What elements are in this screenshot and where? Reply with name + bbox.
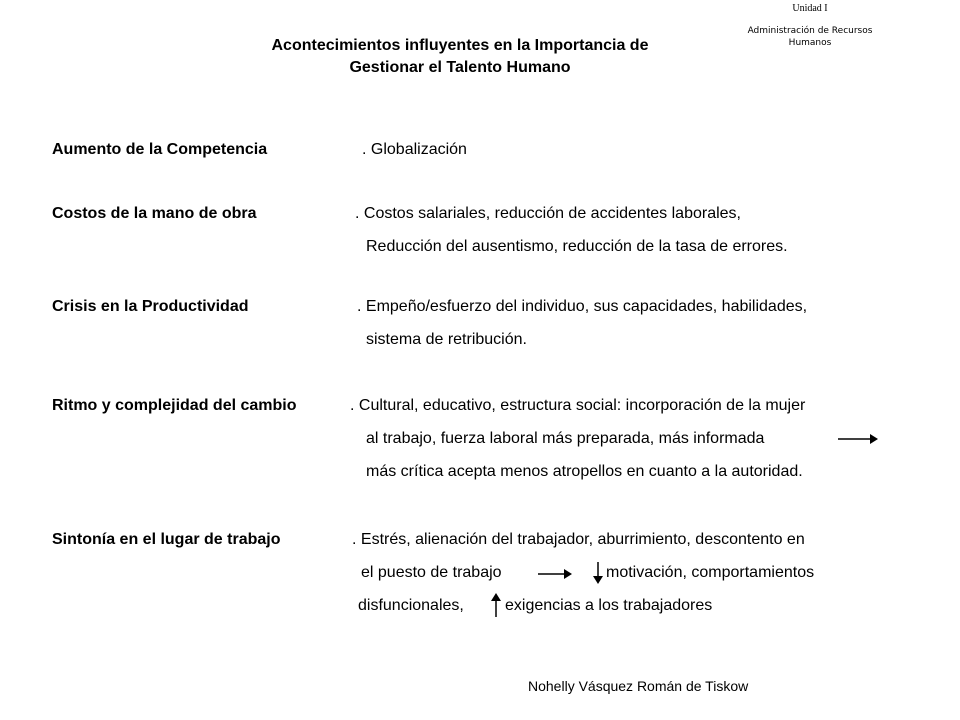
arrow-up-icon: [490, 593, 502, 617]
section-text: el puesto de trabajo: [361, 564, 502, 581]
section-text: . Globalización: [362, 141, 467, 158]
section-label-productividad: Crisis en la Productividad: [52, 298, 249, 315]
section-label-competencia: Aumento de la Competencia: [52, 141, 268, 158]
page-title: [200, 35, 720, 79]
title-line-2: Gestionar el Talento Humano: [349, 59, 571, 76]
course-name: Administración de Recursos Humanos: [747, 26, 873, 48]
section-text: al trabajo, fuerza laboral más preparada, más informada: [366, 430, 765, 447]
section-label-sintonia: Sintonía en el lugar de trabajo: [52, 531, 281, 548]
section-text: . Cultural, educativo, estructura social: incorporación de la mujer: [350, 397, 806, 414]
section-text: motivación, comportamientos: [606, 564, 815, 581]
section-text: disfuncionales,: [358, 597, 464, 614]
section-text: más crítica acepta menos atropellos en cuanto a la autoridad.: [366, 463, 803, 480]
section-label-costos: Costos de la mano de obra: [52, 205, 257, 222]
arrow-right-icon: [838, 433, 878, 445]
title-line-1: Acontecimientos influyentes en la Importancia de: [271, 37, 649, 54]
section-label-ritmo: Ritmo y complejidad del cambio: [52, 397, 297, 414]
section-text: . Empeño/esfuerzo del individuo, sus capacidades, habilidades,: [357, 298, 808, 315]
section-text: . Estrés, alienación del trabajador, aburrimiento, descontento en: [352, 531, 805, 548]
unit-label: Unidad I: [792, 3, 828, 14]
arrow-right-icon: [538, 568, 572, 580]
section-text: Reducción del ausentismo, reducción de la tasa de errores.: [366, 238, 788, 255]
section-text: exigencias a los trabajadores: [505, 597, 713, 614]
section-text: . Costos salariales, reducción de accidentes laborales,: [355, 205, 741, 222]
section-text: sistema de retribución.: [366, 331, 527, 348]
author-name: Nohelly Vásquez Román de Tiskow: [528, 678, 749, 694]
arrow-down-icon: [592, 562, 604, 584]
